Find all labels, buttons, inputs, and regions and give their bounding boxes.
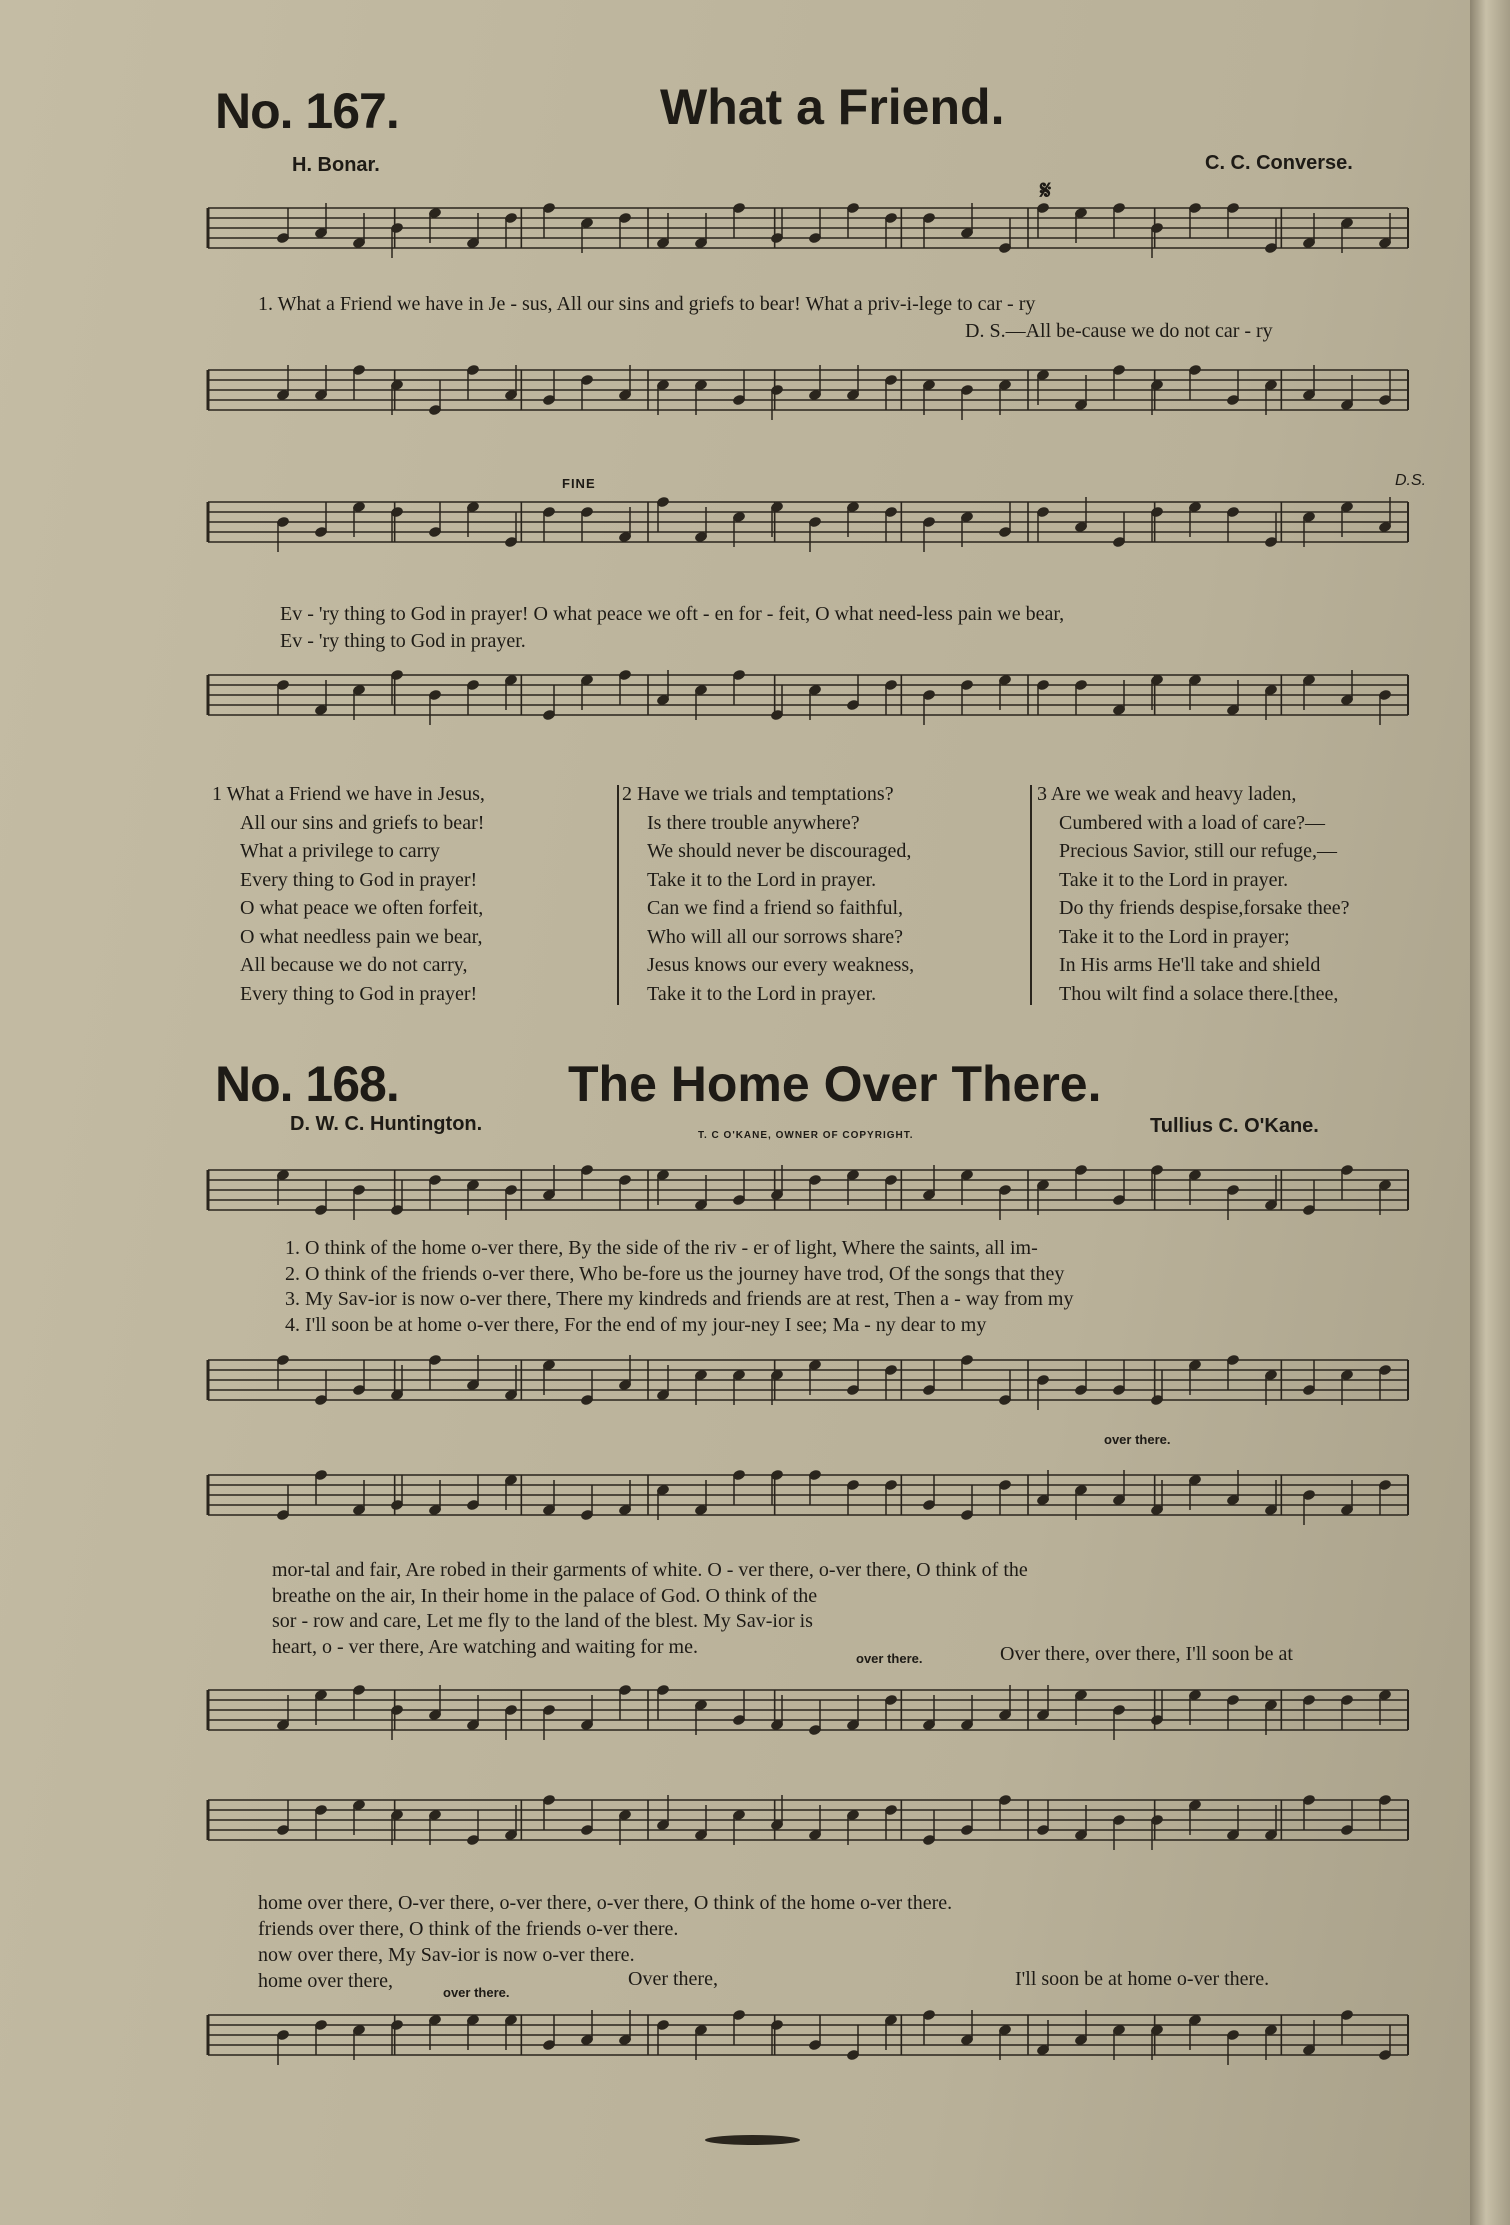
staff-bass [208, 1680, 1443, 1760]
page-edge [1470, 0, 1510, 2225]
hymn-number: No. 167. [215, 83, 399, 139]
composer-credit: Tullius C. O'Kane. [1150, 1115, 1319, 1137]
over-there-cue: over there. [1104, 1432, 1171, 1447]
author-credit: D. W. C. Huntington. [290, 1113, 483, 1135]
verse-line: All our sins and griefs to bear! [240, 811, 485, 834]
staff-treble [208, 492, 1443, 582]
verse-line: 2 Have we trials and temptations? [622, 783, 894, 805]
verse-line: Is there trouble anywhere? [647, 811, 860, 834]
column-divider [1030, 785, 1032, 1005]
lyric-block [272, 1558, 1028, 1660]
verse-1 [212, 780, 485, 1008]
verse-line: Precious Savior, still our refuge,— [1059, 840, 1338, 862]
hymn-title: The Home Over There. [568, 1056, 1102, 1112]
lyric-line: home over there, [258, 1970, 393, 1992]
over-there-cue: over there. [443, 1985, 510, 2000]
verse-line: Take it to the Lord in prayer; [1059, 925, 1290, 948]
lyric-line: heart, o - ver there, Are watching and waiting for me. [272, 1635, 698, 1658]
lyric-line: 1. O think of the home o-ver there, By the side of the riv - er of light, Where the saints, all im- [285, 1237, 1038, 1259]
verse-line: Take it to the Lord in prayer. [647, 982, 877, 1005]
lyric-line: mor-tal and fair, Are robed in their garments of white. O - ver there, o-ver there, O think of the [272, 1559, 1028, 1581]
lyric-line: friends over there, O think of the friends o-ver there. [258, 1918, 679, 1940]
lyric-line: sor - row and care, Let me fly to the land of the blest. My Sav-ior is [272, 1610, 813, 1632]
verse-line: 3 Are we weak and heavy laden, [1037, 783, 1297, 805]
staff-treble [208, 1160, 1443, 1230]
verse-line: All because we do not carry, [240, 954, 468, 976]
lyric-line: breathe on the air, In their home in the palace of God. O think of the [272, 1584, 818, 1607]
verse-line: What a privilege to carry [240, 840, 440, 862]
lyric-line: I'll soon be at home o-ver there. [1015, 1968, 1270, 1990]
hymn-number: No. 168. [215, 1056, 399, 1112]
verse-3 [1037, 780, 1349, 1008]
verse-line: Do thy friends despise,forsake thee? [1059, 897, 1350, 919]
column-divider [617, 785, 619, 1005]
verse-line: In His arms He'll take and shield [1059, 954, 1321, 976]
ink-smudge [705, 2135, 800, 2145]
lyric-line: D. S.—All be-cause we do not car - ry [965, 320, 1273, 342]
verse-line: O what needless pain we bear, [240, 925, 483, 948]
lyric-line: Over there, over there, I'll soon be at [1000, 1643, 1293, 1665]
lyric-line: now over there, My Sav-ior is now o-ver there. [258, 1944, 635, 1966]
lyric-line: Ev - 'ry thing to God in prayer! O what peace we oft - en for - feit, O what need-less pain we bear, [280, 603, 1065, 625]
ds-mark: D.S. [1395, 472, 1427, 489]
lyric-line: 1. What a Friend we have in Je - sus, All our sins and griefs to bear! What a priv-i-lege to car - ry [258, 293, 1036, 315]
lyric-block [258, 1890, 952, 1994]
staff-bass [208, 665, 1443, 745]
lyric-block [285, 1236, 1073, 1338]
verse-line: Take it to the Lord in prayer. [1059, 868, 1289, 891]
staff-treble [208, 1790, 1443, 1870]
over-there-cue: over there. [856, 1651, 923, 1666]
lyric-line: Ev - 'ry thing to God in prayer. [280, 630, 526, 652]
fine-mark: FINE [562, 476, 596, 491]
lyric-line: Over there, [628, 1968, 718, 1990]
staff-bass [208, 2005, 1443, 2085]
staff-treble [208, 1465, 1443, 1535]
verse-line: Every thing to God in prayer! [240, 982, 478, 1005]
verse-line: Can we find a friend so faithful, [647, 897, 904, 919]
verse-line: Thou wilt find a solace there.[thee, [1059, 982, 1339, 1005]
lyric-line: 3. My Sav-ior is now o-ver there, There my kindreds and friends are at rest, Then a - way from my [285, 1288, 1074, 1310]
verse-line: O what peace we often forfeit, [240, 897, 484, 919]
verse-line: Cumbered with a load of care?— [1059, 811, 1326, 834]
verse-line: Take it to the Lord in prayer. [647, 868, 877, 891]
verse-line: We should never be discouraged, [647, 840, 912, 862]
segno-sign: 𝄋 [1040, 175, 1052, 205]
lyric-line: 4. I'll soon be at home o-ver there, For the end of my jour-ney I see; Ma - ny dear to my [285, 1313, 987, 1336]
staff-bass [208, 360, 1443, 430]
verse-line: Who will all our sorrows share? [647, 925, 904, 948]
composer-credit: C. C. Converse. [1205, 152, 1353, 174]
lyric-line: 2. O think of the friends o-ver there, Who be-fore us the journey have trod, Of the songs that they [285, 1262, 1065, 1285]
verse-line: Every thing to God in prayer! [240, 868, 478, 891]
author-credit: H. Bonar. [292, 154, 380, 176]
lyric-line: home over there, O-ver there, o-ver there, o-ver there, O think of the home o-ver there. [258, 1892, 953, 1914]
copyright-notice: T. C O'KANE, OWNER OF COPYRIGHT. [698, 1130, 914, 1141]
hymn-title: What a Friend. [660, 79, 1005, 135]
verse-line: Jesus knows our every weakness, [647, 954, 915, 976]
staff-bass [208, 1350, 1443, 1430]
verse-line: 1 What a Friend we have in Jesus, [212, 783, 485, 805]
verse-2 [622, 780, 914, 1008]
